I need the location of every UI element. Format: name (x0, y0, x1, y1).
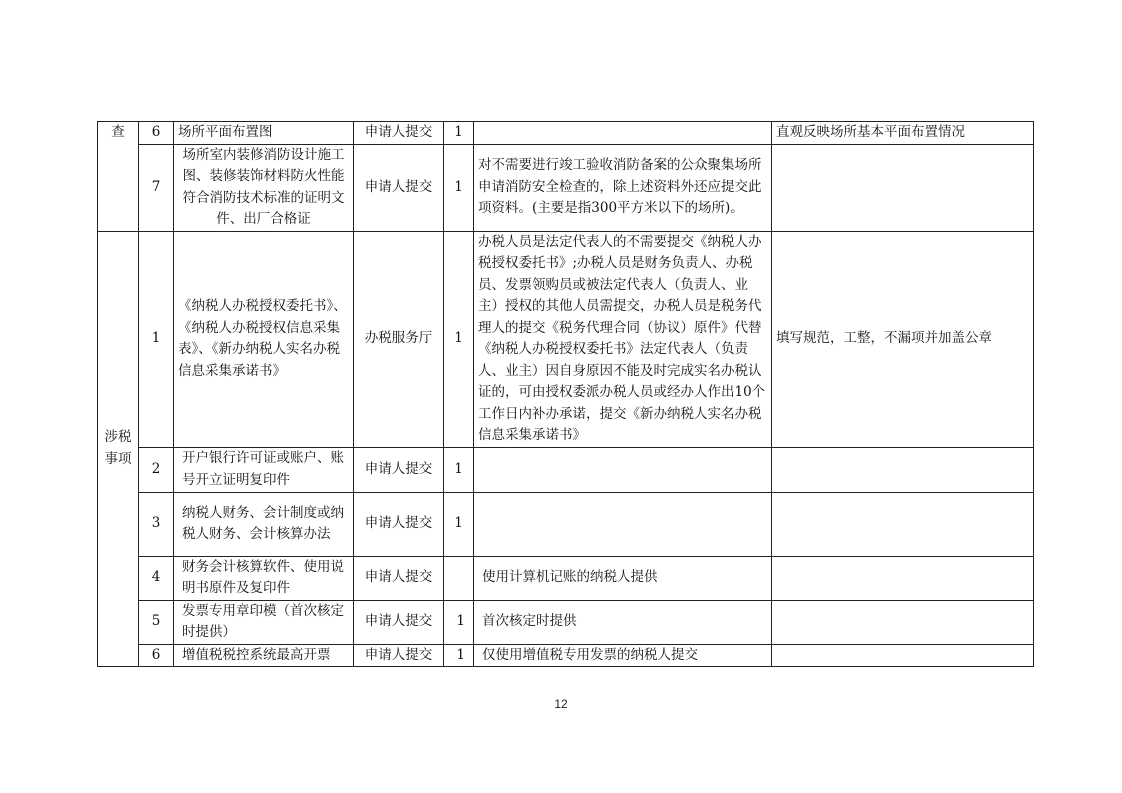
note: 首次核定时提供 (474, 600, 772, 644)
submission-source: 申请人提交 (354, 492, 444, 556)
note: 办税人员是法定代表人的不需要提交《纳税人办税授权委托书》;办税人员是财务负责人、办税员、发票领购员或被法定代表人（负责人、业主）授权的其他人员需提交，办税人员是税务代理人的提交《税务代理合同（协议）原件》代替《纳税人办税授权委托书》法定代表人（负责人、业主）因自身原因不能及时完成实名办税认证的，可由授权委派办税人员或经办人作出10个工作日内补办承诺，提交《新办纳税人实名办税信息采集承诺书》 (474, 231, 772, 447)
table-row (98, 644, 1034, 667)
material-name: 增值税税控系统最高开票 (174, 644, 354, 667)
table-row (98, 447, 1034, 492)
table-row (98, 600, 1034, 644)
requirement (772, 144, 1034, 231)
row-number: 1 (139, 231, 174, 447)
submission-source: 申请人提交 (354, 447, 444, 492)
submission-source: 申请人提交 (354, 600, 444, 644)
material-name: 财务会计核算软件、使用说明书原件及复印件 (174, 556, 354, 600)
copies: 1 (444, 231, 474, 447)
row-number: 3 (139, 492, 174, 556)
category-cell: 查 (98, 122, 139, 232)
note (474, 447, 772, 492)
copies: 1 (444, 600, 474, 644)
row-number: 6 (139, 122, 174, 145)
note (474, 122, 772, 145)
table-row (98, 556, 1034, 600)
row-number: 7 (139, 144, 174, 231)
requirement (772, 644, 1034, 667)
note: 仅使用增值税专用发票的纳税人提交 (474, 644, 772, 667)
material-name: 开户银行许可证或账户、账号开立证明复印件 (174, 447, 354, 492)
material-name: 《纳税人办税授权委托书》、《纳税人办税授权信息采集表》、《新办纳税人实名办税信息采集承诺书》 (174, 231, 354, 447)
row-number: 4 (139, 556, 174, 600)
row-number: 5 (139, 600, 174, 644)
note (474, 492, 772, 556)
copies: 1 (444, 447, 474, 492)
requirement (772, 556, 1034, 600)
material-name: 发票专用章印模（首次核定时提供） (174, 600, 354, 644)
table-row (98, 231, 1034, 447)
requirement (772, 600, 1034, 644)
page-number: 12 (554, 697, 568, 711)
submission-source: 申请人提交 (354, 122, 444, 145)
material-name: 纳税人财务、会计制度或纳税人财务、会计核算办法 (174, 492, 354, 556)
requirement: 填写规范，工整，不漏项并加盖公章 (772, 231, 1034, 447)
submission-source: 办税服务厅 (354, 231, 444, 447)
row-number: 6 (139, 644, 174, 667)
submission-source: 申请人提交 (354, 556, 444, 600)
copies: 1 (444, 144, 474, 231)
requirement (772, 447, 1034, 492)
submission-source: 申请人提交 (354, 644, 444, 667)
table-row (98, 144, 1034, 231)
copies: 1 (444, 644, 474, 667)
note: 使用计算机记账的纳税人提供 (474, 556, 772, 600)
table-row (98, 492, 1034, 556)
submission-source: 申请人提交 (354, 144, 444, 231)
requirement (772, 492, 1034, 556)
category-cell: 涉税事项 (98, 231, 139, 667)
row-number: 2 (139, 447, 174, 492)
requirement: 直观反映场所基本平面布置情况 (772, 122, 1034, 145)
note: 对不需要进行竣工验收消防备案的公众聚集场所申请消防安全检查的，除上述资料外还应提交此项资料。(主要是指300平方米以下的场所)。 (474, 144, 772, 231)
material-name: 场所室内装修消防设计施工图、装修装饰材料防火性能符合消防技术标准的证明文件、出厂合格证 (174, 144, 354, 231)
materials-table (97, 121, 1034, 667)
copies (444, 556, 474, 600)
table-row (98, 122, 1034, 145)
copies: 1 (444, 122, 474, 145)
material-name: 场所平面布置图 (174, 122, 354, 145)
copies: 1 (444, 492, 474, 556)
